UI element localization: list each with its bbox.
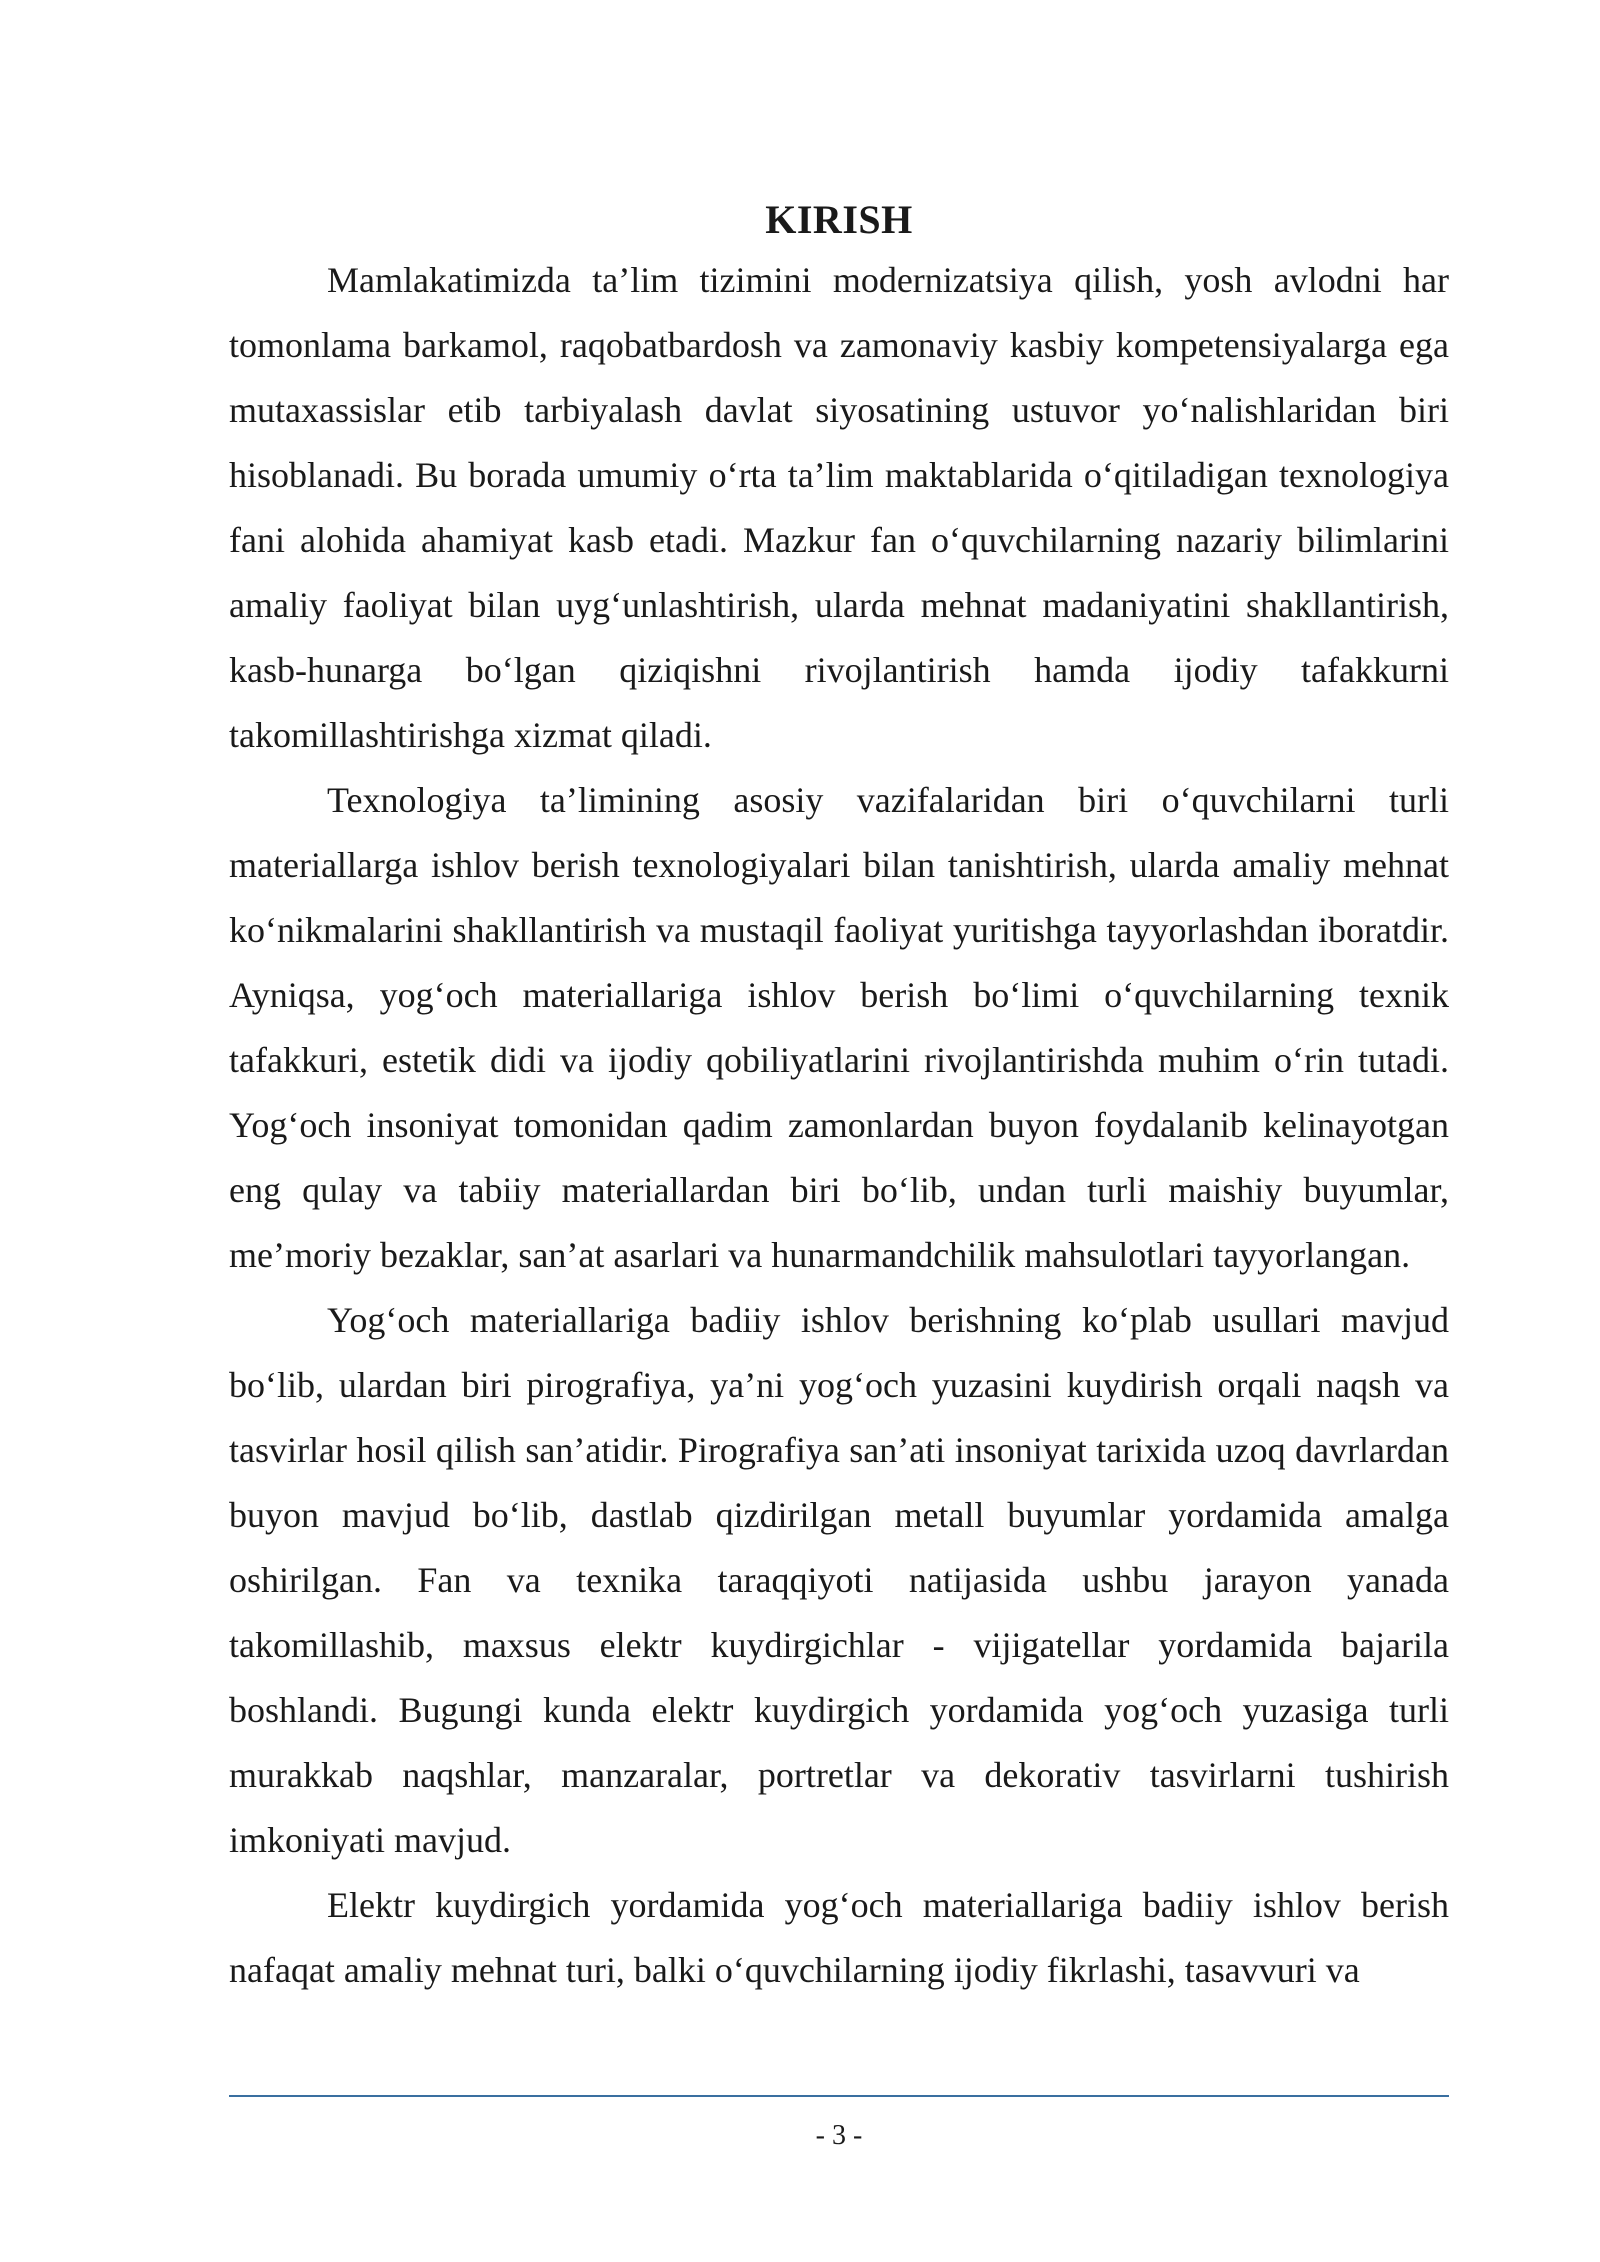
footer-divider bbox=[229, 2095, 1449, 2097]
page-content bbox=[229, 192, 1449, 2003]
paragraph-4: Elektr kuydirgich yordamida yog‘och materiallariga badiiy ishlov berish nafaqat amaliy mehnat turi, balki o‘quvchilarning ijodiy fikrlashi, tasavvuri va bbox=[229, 1885, 1449, 1990]
paragraph-3: Yog‘och materiallariga badiiy ishlov berishning ko‘plab usullari mavjud bo‘lib, ulardan biri pirografiya, ya’ni yog‘och yuzasini kuydirish orqali naqsh va tasvirlar hosil qilish san’atidir. Pirografiya san’ati insoniyat tarixida uzoq davrlardan buyon mavjud bo‘lib, dastlab qizdirilgan metall buyumlar yordamida amalga oshirilgan. Fan va texnika taraqqiyoti natijasida ushbu jarayon yanada takomillashib, maxsus elektr kuydirgichlar - vijigatellar yordamida bajarila boshlandi. Bugungi kunda elektr kuydirgich yordamida yog‘och yuzasiga turli murakkab naqshlar, manzaralar, portretlar va dekorativ tasvirlarni tushirish imkoniyati mavjud. bbox=[229, 1300, 1449, 1860]
paragraph-1: Mamlakatimizda ta’lim tizimini modernizatsiya qilish, yosh avlodni har tomonlama barkamol, raqobatbardosh va zamonaviy kasbiy kompetensiyalarga ega mutaxassislar etib tarbiyalash davlat siyosatining ustuvor yo‘nalishlaridan biri hisoblanadi. Bu borada umumiy o‘rta ta’lim maktablarida o‘qitiladigan texnologiya fani alohida ahamiyat kasb etadi. Mazkur fan o‘quvchilarning nazariy bilimlarini amaliy faoliyat bilan uyg‘unlashtirish, ularda mehnat madaniyatini shakllantirish, kasb-hunarga bo‘lgan qiziqishni rivojlantirish hamda ijodiy tafakkurni takomillashtirishga xizmat qiladi. bbox=[229, 260, 1449, 755]
paragraph-2: Texnologiya ta’limining asosiy vazifalaridan biri o‘quvchilarni turli materiallarga ishlov berish texnologiyalari bilan tanishtirish, ularda amaliy mehnat ko‘nikmalarini shakllantirish va mustaqil faoliyat yuritishga tayyorlashdan iboratdir. Ayniqsa, yog‘och materiallariga ishlov berish bo‘limi o‘quvchilarning texnik tafakkuri, estetik didi va ijodiy qobiliyatlarini rivojlantirishda muhim o‘rin tutadi. Yog‘och insoniyat tomonidan qadim zamonlardan buyon foydalanib kelinayotgan eng qulay va tabiiy materiallardan biri bo‘lib, undan turli maishiy buyumlar, me’moriy bezaklar, san’at asarlari va hunarmandchilik mahsulotlari tayyorlangan. bbox=[229, 780, 1449, 1275]
section-title: KIRISH bbox=[765, 197, 913, 242]
page-number: - 3 - bbox=[815, 2120, 863, 2151]
